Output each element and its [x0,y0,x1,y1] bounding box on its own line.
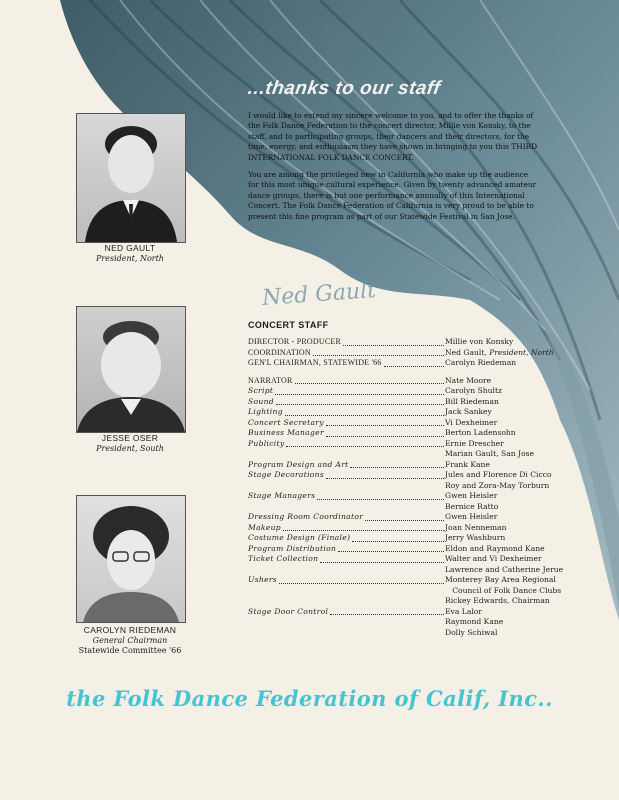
dot-leader [352,541,444,542]
portrait-image [77,307,185,432]
staff-row [248,628,578,639]
staff-role: GEN'L CHAIRMAN, STATEWIDE '66 [248,358,382,367]
dot-leader [279,583,444,584]
staff-row [248,418,578,429]
staff-role: Costume Design (Finale) [248,533,351,542]
staff-name: Carolyn Riedeman [445,358,517,367]
dot-leader [317,499,444,500]
staff-role: Stage Managers [248,491,316,500]
dot-leader [326,478,444,479]
staff-name: Jack Sankey [445,407,492,416]
staff-role: Makeup [248,522,281,532]
staff-row [248,376,578,387]
staff-row [248,554,578,565]
dot-leader [286,446,444,447]
staff-role: DIRECTOR - PRODUCER [248,337,341,346]
staff-name: Eldon and Raymond Kane [445,543,545,553]
staff-name: Jerry Washburn [445,533,506,542]
dot-leader [285,415,444,416]
staff-row [248,586,578,597]
staff-row [248,407,578,418]
caption-jesse-oser [60,433,200,454]
dot-leader [313,355,444,356]
staff-role-cell [248,348,445,359]
staff-row [248,565,578,576]
staff-role-cell [248,439,445,450]
staff-role-cell [248,358,445,369]
staff-role-cell [248,512,445,523]
staff-name: Millie von Konsky [445,337,514,346]
footer-organization: the Folk Dance Federation of Calif, Inc.. [66,686,553,711]
staff-name: Monterey Bay Area Regional [445,575,556,584]
staff-name: Joan Nenneman [445,522,507,532]
staff-role: Ushers [248,575,278,584]
caption-ned-gault [60,243,200,264]
staff-name: Berton Ladensohn [445,428,516,437]
staff-role: Program Design and Art [248,459,349,469]
staff-title: CONCERT STAFF [248,320,329,330]
staff-role-cell [248,533,445,544]
staff-row [248,470,578,481]
staff-name: Bernice Ratto [445,501,499,511]
staff-role: Stage Decorations [248,470,325,479]
dot-leader [338,551,444,552]
staff-row [248,358,578,369]
dot-leader [343,345,444,346]
staff-row [248,617,578,628]
staff-role: NARRATOR [248,375,293,385]
staff-row [248,575,578,586]
staff-name: Marian Gault, San Jose [445,449,535,458]
staff-row [248,460,578,471]
staff-row [248,533,578,544]
staff-row [248,502,578,513]
staff-row [248,386,578,397]
staff-row [248,481,578,492]
dot-leader [275,394,444,395]
staff-name: Raymond Kane [445,617,504,626]
staff-role-cell [248,386,445,397]
staff-row [248,428,578,439]
staff-role-cell [248,554,445,565]
staff-row [248,596,578,607]
photo-ned-gault [76,113,186,243]
staff-row [248,449,578,460]
staff-row [248,337,578,348]
staff-role-cell [248,397,445,408]
staff-row [248,348,578,359]
page-heading: ...thanks to our staff [246,78,442,99]
photo-jesse-oser [76,306,186,433]
staff-role-cell [248,575,445,586]
photo-carolyn-riedeman [76,495,186,623]
staff-name: Dolly Schiwal [445,627,498,637]
staff-name: Vi Dexheimer [445,417,498,427]
signature: Ned Gault [261,278,377,311]
dot-leader [320,562,444,563]
staff-name: Ned Gault, President, North [445,347,554,357]
staff-name: Gwen Heisler [445,491,498,500]
staff-role-cell [248,491,445,502]
staff-row [248,512,578,523]
staff-row [248,523,578,534]
staff-role: Lighting [248,407,283,416]
person-name: NED GAULT [104,243,156,253]
staff-role-cell [248,607,445,618]
dot-leader [295,383,444,384]
staff-role-cell [248,407,445,418]
staff-role-cell [248,376,445,387]
staff-name: Gwen Heisler [445,512,498,521]
staff-role: Stage Door Control [248,606,329,616]
staff-role-cell [248,460,445,471]
dot-leader [326,436,444,437]
staff-role-cell [248,418,445,429]
staff-role-cell [248,544,445,555]
staff-role: Business Manager [248,428,324,437]
staff-list [248,337,578,638]
staff-name: Jules and Florence Di Cicco [445,470,552,479]
staff-name: Bill Riedeman [445,396,499,406]
dot-leader [365,520,444,521]
staff-role-cell [248,428,445,439]
staff-role-cell [248,523,445,534]
staff-name: Carolyn Shultz [445,386,503,395]
staff-role: Ticket Collection [248,554,319,563]
staff-name: Lawrence and Catherine Jerue [445,564,564,574]
person-role: General Chairman [92,635,168,645]
dot-leader [330,614,444,615]
intro-paragraph: You are among the privileged new in California who make up the audience for this most unique cultural experience. Given by twenty advanced amateur dance groups, there is but one performance annually of this International Concert. The Folk Dance Federation of California is very proud to be able to present this fine program as part of our Statewide Festival in San Jose. [248,170,537,221]
dot-leader [283,530,444,531]
staff-row [248,544,578,555]
staff-row [248,491,578,502]
staff-name-italic: President, North [486,347,554,357]
staff-role: COORDINATION [248,347,311,357]
staff-name: Ernie Drescher [445,438,504,448]
person-role: President, South [96,443,164,453]
staff-row [248,397,578,408]
person-name: JESSE OSER [101,433,159,443]
person-extra: Statewide Committee '66 [78,646,182,655]
staff-role-cell [248,470,445,481]
staff-name: Frank Kane [445,459,490,469]
caption-carolyn-riedeman [55,625,205,657]
staff-row [248,439,578,450]
staff-name: Nate Moore [445,375,492,385]
staff-role-cell [248,337,445,348]
staff-role: Program Distribution [248,543,337,553]
intro-paragraph: I would like to extend my sincere welcome to you, and to offer the thanks of the Folk Dance Federation to the concert director, Millie von Konsky, to the staff, and to participating groups, their dancers and their directors, for the time, energy, and enthusiasm they have shown in bringing to you this THIRD INTERNATIONAL FOLK DANCE CONCERT. [248,111,538,162]
staff-name: Council of Folk Dance Clubs [445,585,562,595]
staff-name: Eva Lalor [445,606,482,616]
staff-name: Rickey Edwards, Chairman [445,596,550,605]
person-role: President, North [96,253,164,263]
staff-name: Roy and Zora-May Torburn [445,480,550,490]
dot-leader [276,404,444,405]
staff-role: Script [248,386,274,395]
dot-leader [350,467,444,468]
staff-role: Dressing Room Coordinator [248,512,364,521]
portrait-image [77,496,185,622]
intro-text [248,111,540,229]
staff-role: Publicity [248,438,285,448]
staff-name: Walter and Vi Dexheimer [445,554,542,563]
staff-role: Sound [248,396,274,406]
person-name: CAROLYN RIEDEMAN [83,625,177,635]
dot-leader [384,366,444,367]
staff-row [248,607,578,618]
staff-role: Concert Secretary [248,417,324,427]
dot-leader [326,425,444,426]
portrait-image [77,114,185,242]
